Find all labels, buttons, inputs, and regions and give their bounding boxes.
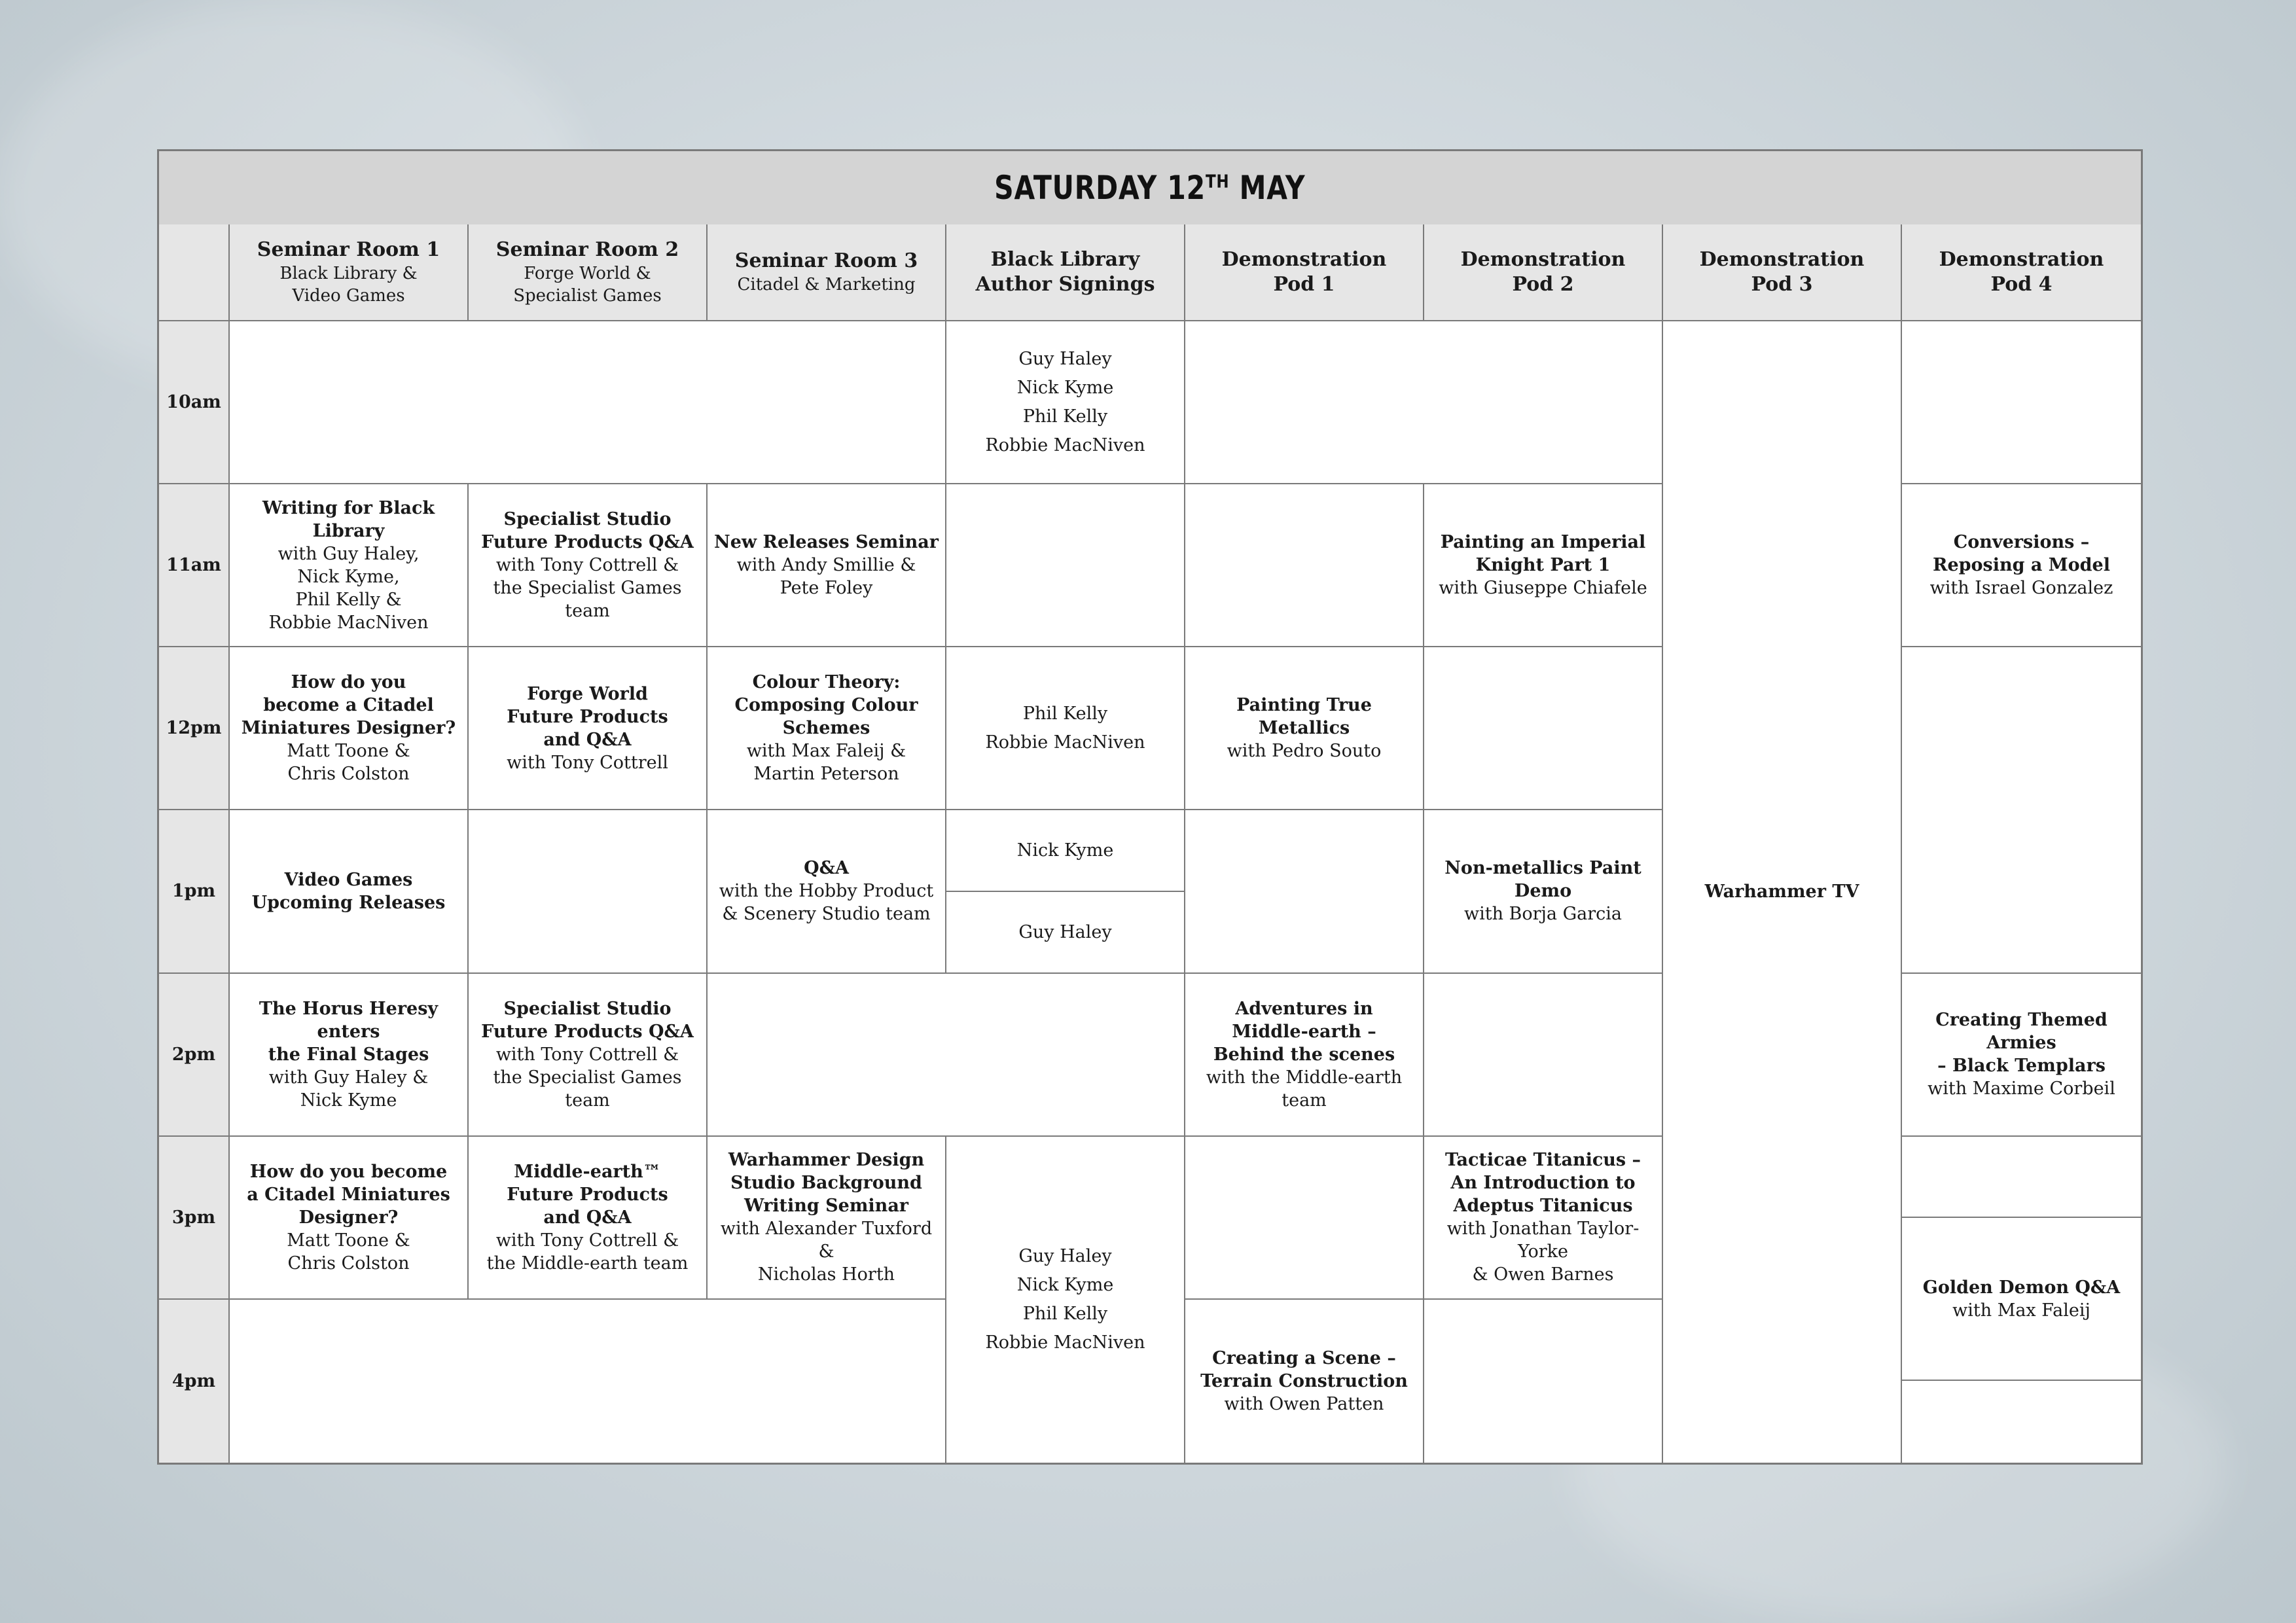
empty-slot — [1902, 1137, 2141, 1219]
empty-slot — [1902, 321, 2141, 484]
session-creating-a-scene: Creating a Scene – Terrain Construction with Owen Patten — [1185, 1300, 1424, 1463]
empty-slot — [230, 1300, 946, 1463]
empty-slot — [469, 810, 708, 973]
schedule-table — [157, 149, 2143, 1465]
session-horus-heresy: The Horus Heresy enters the Final Stages with Guy Haley & Nick Kyme — [230, 974, 469, 1137]
empty-slot — [1185, 321, 1663, 484]
time-label: 3pm — [159, 1137, 230, 1300]
title-bar — [159, 151, 2141, 226]
column-header-seminar-room-3: Seminar Room 3 Citadel & Marketing — [708, 224, 946, 321]
session-writing-for-black-library: Writing for Black Library with Guy Haley, Nick Kyme, Phil Kelly & Robbie MacNiven — [230, 484, 469, 647]
session-citadel-designer-12pm: How do you become a Citadel Miniatures Designer? Matt Toone & Chris Colston — [230, 647, 469, 810]
empty-slot — [230, 321, 946, 484]
session-specialist-studio-qa: Specialist Studio Future Products Q&A with Tony Cottrell & the Specialist Games team — [469, 484, 708, 647]
session-specialist-studio-qa-2pm: Specialist Studio Future Products Q&A with Tony Cottrell & the Specialist Games team — [469, 974, 708, 1137]
session-themed-armies: Creating Themed Armies – Black Templars with Maxime Corbeil — [1902, 974, 2141, 1137]
session-adventures-middle-earth: Adventures in Middle-earth – Behind the scenes with the Middle-earth team — [1185, 974, 1424, 1137]
empty-slot — [1185, 484, 1424, 647]
time-label: 10am — [159, 321, 230, 484]
schedule-grid — [159, 224, 2141, 1463]
session-forge-world-qa: Forge World Future Products and Q&A with Tony Cottrell — [469, 647, 708, 810]
session-citadel-designer-3pm: How do you become a Citadel Miniatures Designer? Matt Toone & Chris Colston — [230, 1137, 469, 1300]
empty-slot — [1424, 974, 1663, 1137]
column-header-author-signings: Black Library Author Signings — [946, 224, 1185, 321]
time-label: 1pm — [159, 810, 230, 973]
page-title: SATURDAY 12TH MAY — [994, 169, 1306, 207]
session-video-games-releases: Video Games Upcoming Releases — [230, 810, 469, 973]
session-painting-true-metallics: Painting True Metallics with Pedro Souto — [1185, 647, 1424, 810]
session-painting-imperial-knight: Painting an Imperial Knight Part 1 with Giuseppe Chiafele — [1424, 484, 1663, 647]
time-label: 12pm — [159, 647, 230, 810]
session-golden-demon-qa: Golden Demon Q&A with Max Faleij — [1902, 1218, 2141, 1381]
empty-slot — [946, 484, 1185, 647]
session-middle-earth-qa: Middle-earth™ Future Products and Q&A with Tony Cottrell & the Middle-earth team — [469, 1137, 708, 1300]
empty-slot — [1902, 647, 2141, 973]
empty-slot — [1185, 810, 1424, 973]
column-header-seminar-room-2: Seminar Room 2 Forge World & Specialist Games — [469, 224, 708, 321]
session-tacticae-titanicus: Tacticae Titanicus – An Introduction to Adeptus Titanicus with Jonathan Taylor-Yorke & Owen Barnes — [1424, 1137, 1663, 1300]
time-label: 11am — [159, 484, 230, 647]
column-header-pod-2: Demonstration Pod 2 — [1424, 224, 1663, 321]
session-writing-seminar: Warhammer Design Studio Background Writing Seminar with Alexander Tuxford & Nicholas Horth — [708, 1137, 946, 1300]
empty-slot — [1424, 1300, 1663, 1463]
empty-slot — [1185, 1137, 1424, 1300]
column-header-pod-3: Demonstration Pod 3 — [1663, 224, 1902, 321]
session-hobby-qa: Q&A with the Hobby Product & Scenery Studio team — [708, 810, 946, 973]
column-header-seminar-room-1: Seminar Room 1 Black Library & Video Games — [230, 224, 469, 321]
session-non-metallics-demo: Non-metallics Paint Demo with Borja Garcia — [1424, 810, 1663, 973]
time-label: 2pm — [159, 974, 230, 1137]
signing-slot-10am: Guy Haley Nick Kyme Phil Kelly Robbie MacNiven — [946, 321, 1185, 484]
signing-slot-12pm: Phil Kelly Robbie MacNiven — [946, 647, 1185, 810]
signing-slot-3pm: Guy Haley Nick Kyme Phil Kelly Robbie MacNiven — [946, 1137, 1185, 1463]
signing-slot-1pm-a: Nick Kyme — [946, 810, 1185, 892]
session-warhammer-tv: Warhammer TV — [1663, 321, 1902, 1463]
corner-cell — [159, 224, 230, 321]
session-conversions: Conversions – Reposing a Model with Israel Gonzalez — [1902, 484, 2141, 647]
empty-slot — [1424, 647, 1663, 810]
empty-slot — [708, 974, 1185, 1137]
session-colour-theory: Colour Theory: Composing Colour Schemes with Max Faleij & Martin Peterson — [708, 647, 946, 810]
session-new-releases-seminar: New Releases Seminar with Andy Smillie & Pete Foley — [708, 484, 946, 647]
empty-slot — [1902, 1381, 2141, 1463]
column-header-pod-1: Demonstration Pod 1 — [1185, 224, 1424, 321]
signing-slot-1pm-b: Guy Haley — [946, 892, 1185, 974]
time-label: 4pm — [159, 1300, 230, 1463]
column-header-pod-4: Demonstration Pod 4 — [1902, 224, 2141, 321]
